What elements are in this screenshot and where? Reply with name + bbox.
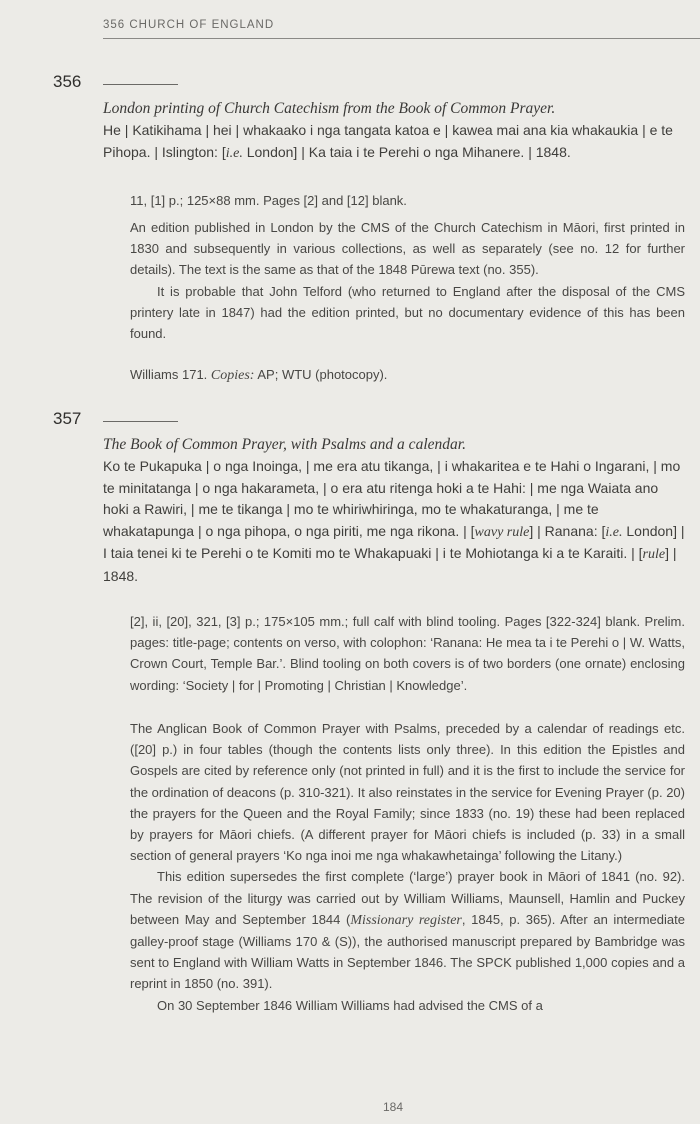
- entry-dash-356: [103, 84, 178, 85]
- description-paragraph: [130, 866, 685, 994]
- entry-356-collation: [130, 190, 685, 211]
- copies-text: AP; WTU (photocopy).: [254, 367, 388, 382]
- tp-italic: wavy rule: [474, 524, 530, 540]
- paragraph-text: This edition supersedes the first complete (‘large’) prayer book in Māori of 1841 (no. 92). The revision of the liturgy was carried out by William Williams, Maunsell, Hamlin and Puckey between May and September 1844 (: [130, 869, 685, 927]
- description-paragraph: The Anglican Book of Common Prayer with Psalms, preceded by a calendar of readings etc. ([20] p.) in four tables (though the contents lists only three). In this edition the Epistles and Gospels are cited by reference only (not printed in full) and it is the first to include the service for the ordination of deacons (p. 310-321). It also reinstates in the service for Evening Prayer (p. 20) the prayers for the Queen and the Royal Family; since 1833 (no. 19) these had been replaced by prayers for Māori chiefs. (A different prayer for Māori chiefs is included (p. 33) in a small section of general prayers ‘Ko nga inoi me nga whakawhetainga’ following the Litany.): [130, 721, 685, 864]
- entry-357-title-page: [103, 456, 685, 587]
- running-head-rule: [103, 38, 700, 39]
- description-paragraph: An edition published in London by the CMS of the Church Catechism in Māori, first printed in 1830 and subsequently in various collections, as well as separately (see no. 12 for further details). The text is the same as that of the 1848 Pūrewa text (no. 355).: [130, 220, 685, 278]
- entry-357-description: [130, 718, 685, 1016]
- entry-356-description: [130, 217, 685, 344]
- tp-text: ] | Ranana: [: [529, 522, 606, 539]
- running-head: 356 CHURCH OF ENGLAND: [103, 19, 275, 31]
- paragraph-italic: Missionary register: [350, 912, 462, 928]
- tp-italic: rule: [642, 547, 666, 562]
- paragraph-text: , 1845, p. 365). After an intermediate galley-proof stage (Williams 170 & (S)), the authorised manuscript prepared by Bambridge was sent to England with William Watts in September 1846. The SPCK published 1,000 copies and a reprint in 1850 (no. 391).: [130, 911, 685, 992]
- tp-italic: i.e.: [605, 524, 623, 540]
- tp-text: London] | Ka taia i te Perehi o nga Mihanere. | 1848.: [242, 143, 571, 160]
- entry-356-references: [130, 364, 685, 386]
- entry-357-header: [103, 434, 685, 587]
- collation-text: 11, [1] p.; 125×88 mm. Pages [2] and [12] blank.: [130, 193, 407, 208]
- description-paragraph: It is probable that John Telford (who returned to England after the disposal of the CMS printery late in 1847) had the edition printed, but no documentary evidence of this has been found.: [130, 283, 685, 342]
- tp-text: ] | 1848.: [103, 545, 677, 584]
- page-number: 184: [382, 1100, 404, 1114]
- entry-356-title: London printing of Church Catechism from the Book of Common Prayer.: [103, 100, 556, 117]
- entry-356-title-page: [103, 120, 685, 164]
- entry-356-header: [103, 98, 685, 164]
- entry-dash-357: [103, 421, 178, 422]
- entry-number-356: 356: [53, 72, 82, 91]
- description-paragraph: On 30 September 1846 William Williams had advised the CMS of a: [157, 997, 543, 1013]
- entry-357-title: The Book of Common Prayer, with Psalms and a calendar.: [103, 436, 466, 453]
- entry-number-357: 357: [53, 409, 82, 428]
- references-text: Williams 171.: [130, 367, 211, 382]
- tp-text: Ko te Pukapuka | o nga Inoinga, | me era atu tikanga, | i whakaritea e te Hahi o Ingarani, | mo te minitatanga | o nga hakarameta, | o era atu ritenga hoki a te Hahi: | me nga Waiata ano hoki a Rawiri, | me te tikanga | mo te whiriwhiringa, mo te whakaturanga, | me te whakatapunga | o nga pihopa, o nga piriti, me nga rikona. | [: [103, 458, 681, 539]
- tp-text: He | Katikihama | hei | whakaako i nga tangata katoa e | kawea mai ana kia whakaukia | e te Pihopa. | Islington: [: [103, 122, 673, 160]
- tp-italic: i.e.: [225, 145, 243, 161]
- copies-label: Copies:: [210, 368, 255, 383]
- collation-text: [2], ii, [20], 321, [3] p.; 175×105 mm.; full calf with blind tooling. Pages [322-324] blank. Prelim. pages: title-page; contents on verso, with colophon: ‘Ranana: He mea ta i te Perehi o | W. Watts, Crown Court, Temple Bar.’. Blind tooling on both covers is of two borders (one ornate) enclosing wording: ‘Society | for | Promoting | Christian | Knowledge’.: [130, 614, 685, 693]
- tp-text: London] | I taia tenei ki te Perehi o te Komiti mo te Whakapuaki | i te Mohiotanga ki a te Karaiti. | [: [103, 522, 685, 561]
- entry-357-collation: [130, 611, 685, 696]
